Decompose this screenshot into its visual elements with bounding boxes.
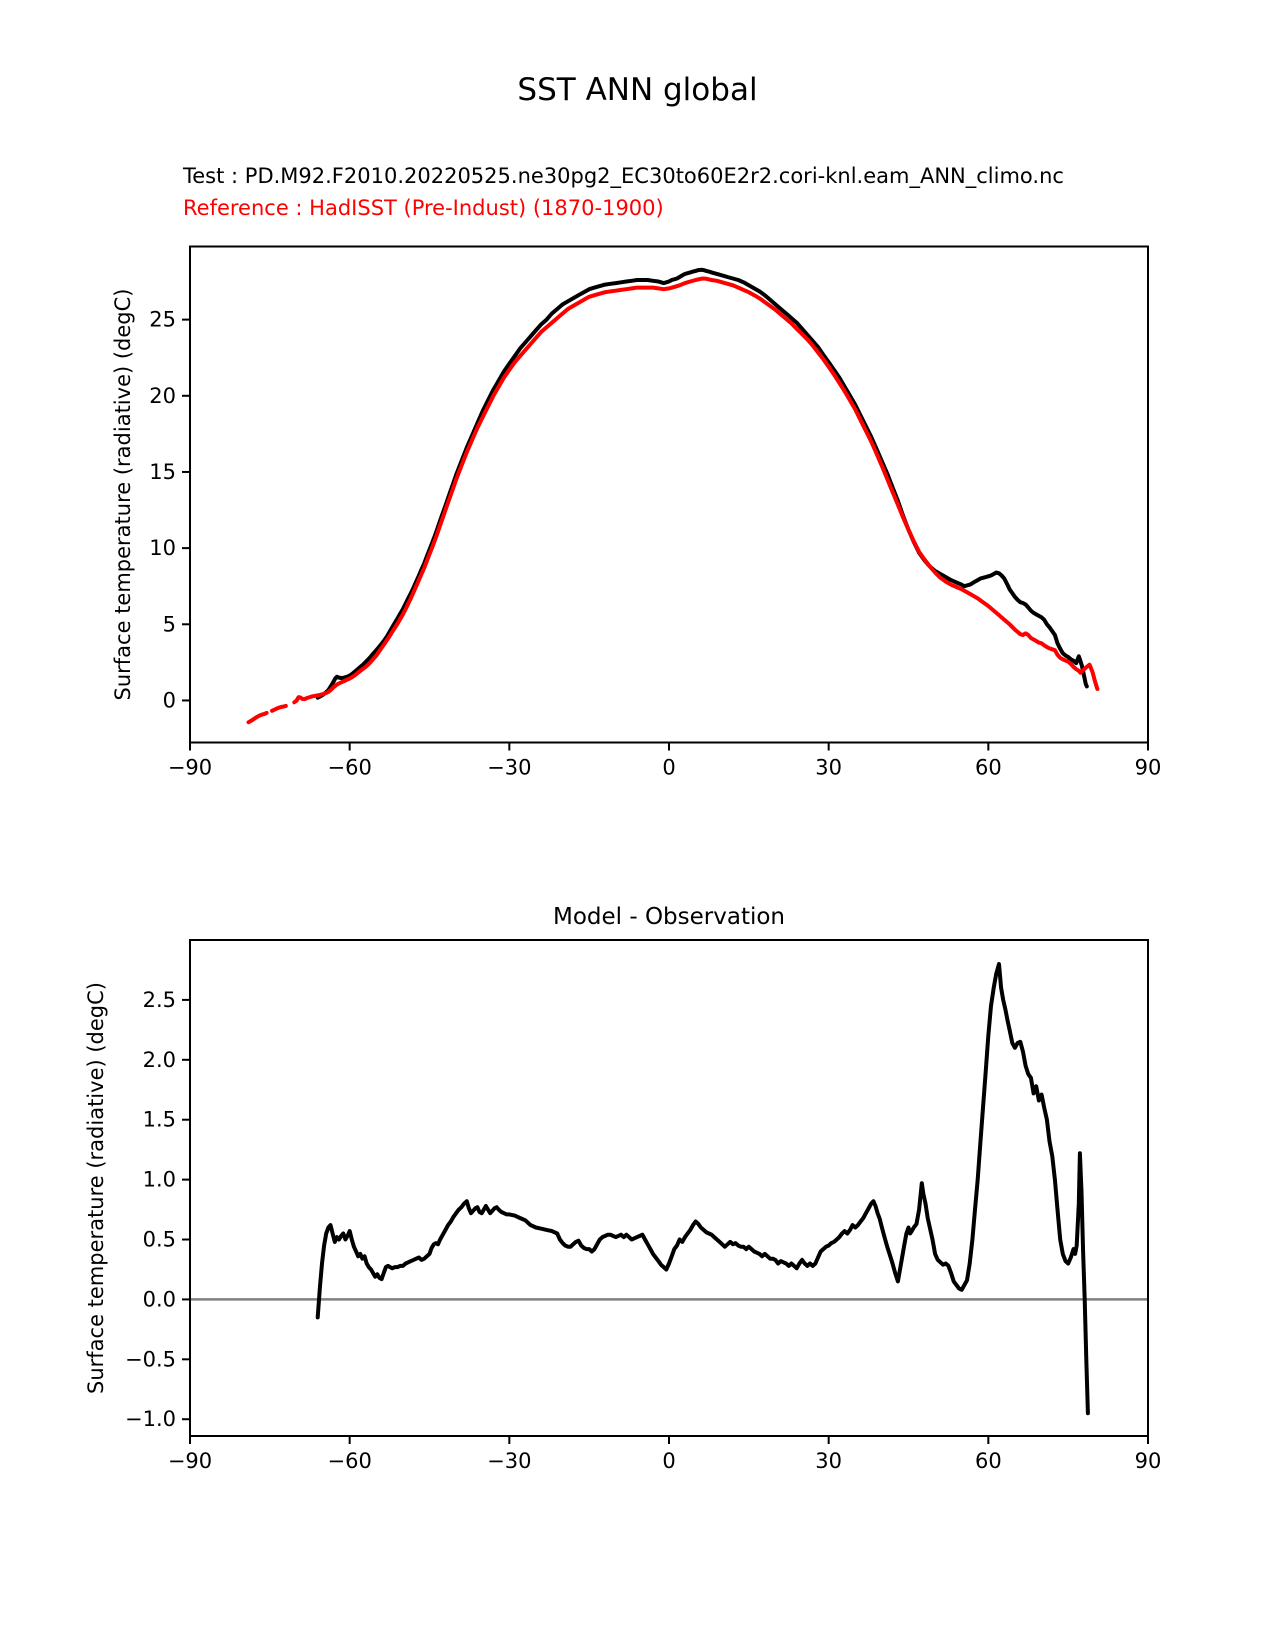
y-tick-label: 20 — [149, 383, 176, 408]
y-tick-label: −1.0 — [125, 1407, 176, 1432]
x-tick-label: −90 — [167, 755, 213, 780]
x-tick-label: 90 — [1134, 1449, 1162, 1473]
axes-frame — [190, 940, 1148, 1436]
y-tick-label: 0.5 — [142, 1227, 176, 1252]
y-tick-label: 1.0 — [142, 1167, 176, 1192]
y-tick-label: 5 — [162, 612, 176, 637]
y-tick-label: 2.5 — [142, 987, 176, 1012]
axes-frame — [190, 247, 1148, 743]
x-tick-label: 30 — [815, 1449, 843, 1473]
model-line — [318, 270, 1087, 698]
model-minus-observation-line — [318, 964, 1088, 1413]
y-tick-label: 15 — [149, 459, 176, 484]
chart-1 — [84, 904, 1161, 1473]
x-tick-label: 60 — [974, 755, 1002, 780]
y-axis-label: Surface temperature (radiative) (degC) — [84, 982, 108, 1394]
chart-0 — [111, 247, 1161, 780]
x-tick-label: 30 — [815, 755, 843, 780]
chart-title: Model - Observation — [552, 904, 786, 930]
x-tick-label: 0 — [662, 755, 676, 780]
y-tick-label: 25 — [149, 307, 176, 332]
x-tick-label: 90 — [1134, 755, 1162, 780]
x-tick-label: 60 — [974, 1449, 1002, 1473]
x-tick-label: −60 — [327, 1449, 372, 1473]
y-tick-label: 1.5 — [142, 1107, 176, 1132]
x-tick-label: −60 — [327, 755, 372, 780]
y-tick-label: 2.0 — [142, 1047, 176, 1072]
x-tick-label: 0 — [662, 1449, 676, 1473]
reference-line — [272, 706, 286, 711]
y-tick-label: 0.0 — [142, 1287, 176, 1312]
x-tick-label: −30 — [487, 1449, 532, 1473]
reference-label: Reference : HadISST (Pre-Indust) (1870-1900) — [183, 196, 664, 220]
x-tick-label: −30 — [487, 755, 532, 780]
x-tick-label: −90 — [167, 1449, 213, 1473]
y-tick-label: 0 — [162, 688, 176, 713]
y-tick-label: 10 — [149, 536, 176, 561]
y-tick-label: −0.5 — [125, 1347, 176, 1372]
y-axis-label: Surface temperature (radiative) (degC) — [111, 288, 135, 701]
figure-title: SST ANN global — [517, 72, 758, 108]
reference-line — [294, 279, 1097, 703]
test-label: Test : PD.M92.F2010.20220525.ne30pg2_EC30to60E2r2.cori-knl.eam_ANN_climo.nc — [183, 164, 1064, 188]
reference-line — [249, 713, 267, 722]
